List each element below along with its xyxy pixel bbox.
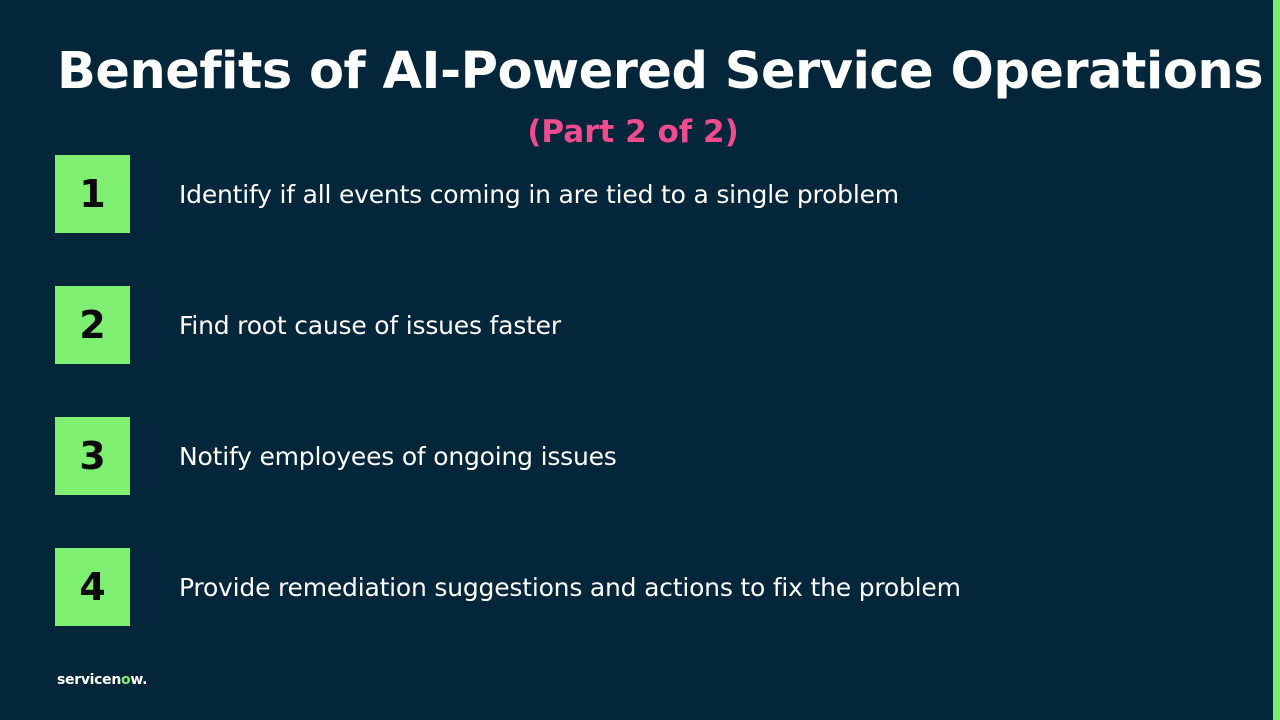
number-badge [55,548,130,626]
benefits-list [55,155,1235,679]
servicenow-logo [57,672,147,688]
list-item [55,286,1235,364]
slide-title: Benefits of AI-Powered Service Operations [57,42,1264,101]
logo-text-start: servicen [57,672,122,688]
item-text: Identify if all events coming in are tied to a single problem [179,179,899,209]
number-badge [55,286,130,364]
number-badge [55,155,130,233]
item-text: Find root cause of issues faster [179,310,561,340]
item-number: 1 [79,172,106,216]
slide-subtitle: (Part 2 of 2) [527,114,739,150]
item-number: 3 [79,434,106,478]
list-item [55,417,1235,495]
item-number: 4 [79,565,106,609]
logo-dot: . [142,672,148,688]
item-number: 2 [79,303,106,347]
item-text: Notify employees of ongoing issues [179,441,617,471]
number-badge [55,417,130,495]
list-item [55,155,1235,233]
list-item [55,548,1235,626]
accent-bar [1273,0,1280,720]
item-text: Provide remediation suggestions and actions to fix the problem [179,572,961,602]
logo-o: o [121,672,131,688]
logo-text-end: w [130,672,143,688]
